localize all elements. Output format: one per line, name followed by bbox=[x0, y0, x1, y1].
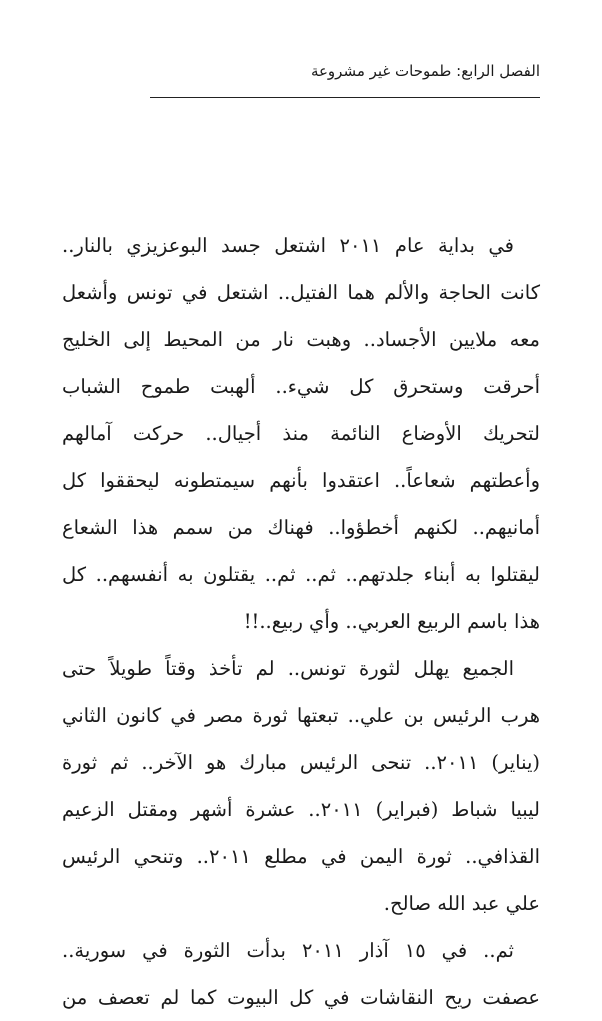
text-line: ليبيا شباط (فبراير) ٢٠١١.. عشرة أشهر ومقتل الزعيم bbox=[62, 798, 540, 821]
text-line: كانت الحاجة والألم هما الفتيل.. اشتعل في تونس وأشعل bbox=[62, 281, 540, 304]
paragraph-3 bbox=[62, 927, 540, 1021]
text-line: علي عبد الله صالح. bbox=[383, 892, 540, 915]
body-text bbox=[62, 222, 540, 1021]
text-line: الجميع يهلل لثورة تونس.. لم تأخذ وقتاً طويلاً حتى bbox=[62, 657, 514, 680]
text-line: ثم.. في ١٥ آذار ٢٠١١ بدأت الثورة في سورية.. bbox=[62, 939, 514, 962]
text-line: ليقتلوا به أبناء جلدتهم.. ثم.. ثم.. يقتلون به أنفسهم.. كل bbox=[62, 563, 540, 586]
paragraph-1 bbox=[62, 222, 540, 645]
text-line: في بداية عام ٢٠١١ اشتعل جسد البوعزيزي بالنار.. bbox=[62, 234, 514, 257]
paragraph-2 bbox=[62, 645, 540, 927]
text-line: هرب الرئيس بن علي.. تبعتها ثورة مصر في كانون الثاني bbox=[62, 704, 540, 727]
text-line: (يناير) ٢٠١١.. تنحى الرئيس مبارك هو الآخر.. ثم ثورة bbox=[62, 751, 540, 774]
text-line: القذافي.. ثورة اليمن في مطلع ٢٠١١.. وتنحي الرئيس bbox=[62, 845, 541, 868]
text-line: وأعطتهم شعاعاً.. اعتقدوا بأنهم سيمتطونه ليحققوا كل bbox=[62, 469, 540, 492]
text-line: أحرقت وستحرق كل شيء.. ألهبت طموح الشباب bbox=[62, 375, 540, 398]
text-line: أمانيهم.. لكنهم أخطؤوا.. فهناك من سمم هذا الشعاع bbox=[62, 516, 540, 539]
text-line: معه ملايين الأجساد.. وهبت نار من المحيط إلى الخليج bbox=[62, 328, 540, 351]
running-header: الفصل الرابع: طموحات غير مشروعة bbox=[310, 62, 540, 80]
text-line: لتحريك الأوضاع النائمة منذ أجيال.. حركت آمالهم bbox=[62, 422, 540, 445]
header-rule bbox=[150, 97, 540, 98]
text-line: هذا باسم الربيع العربي.. وأي ربيع..!! bbox=[243, 610, 540, 633]
text-line: عصفت ريح النقاشات في كل البيوت كما لم تعصف من bbox=[62, 986, 540, 1009]
